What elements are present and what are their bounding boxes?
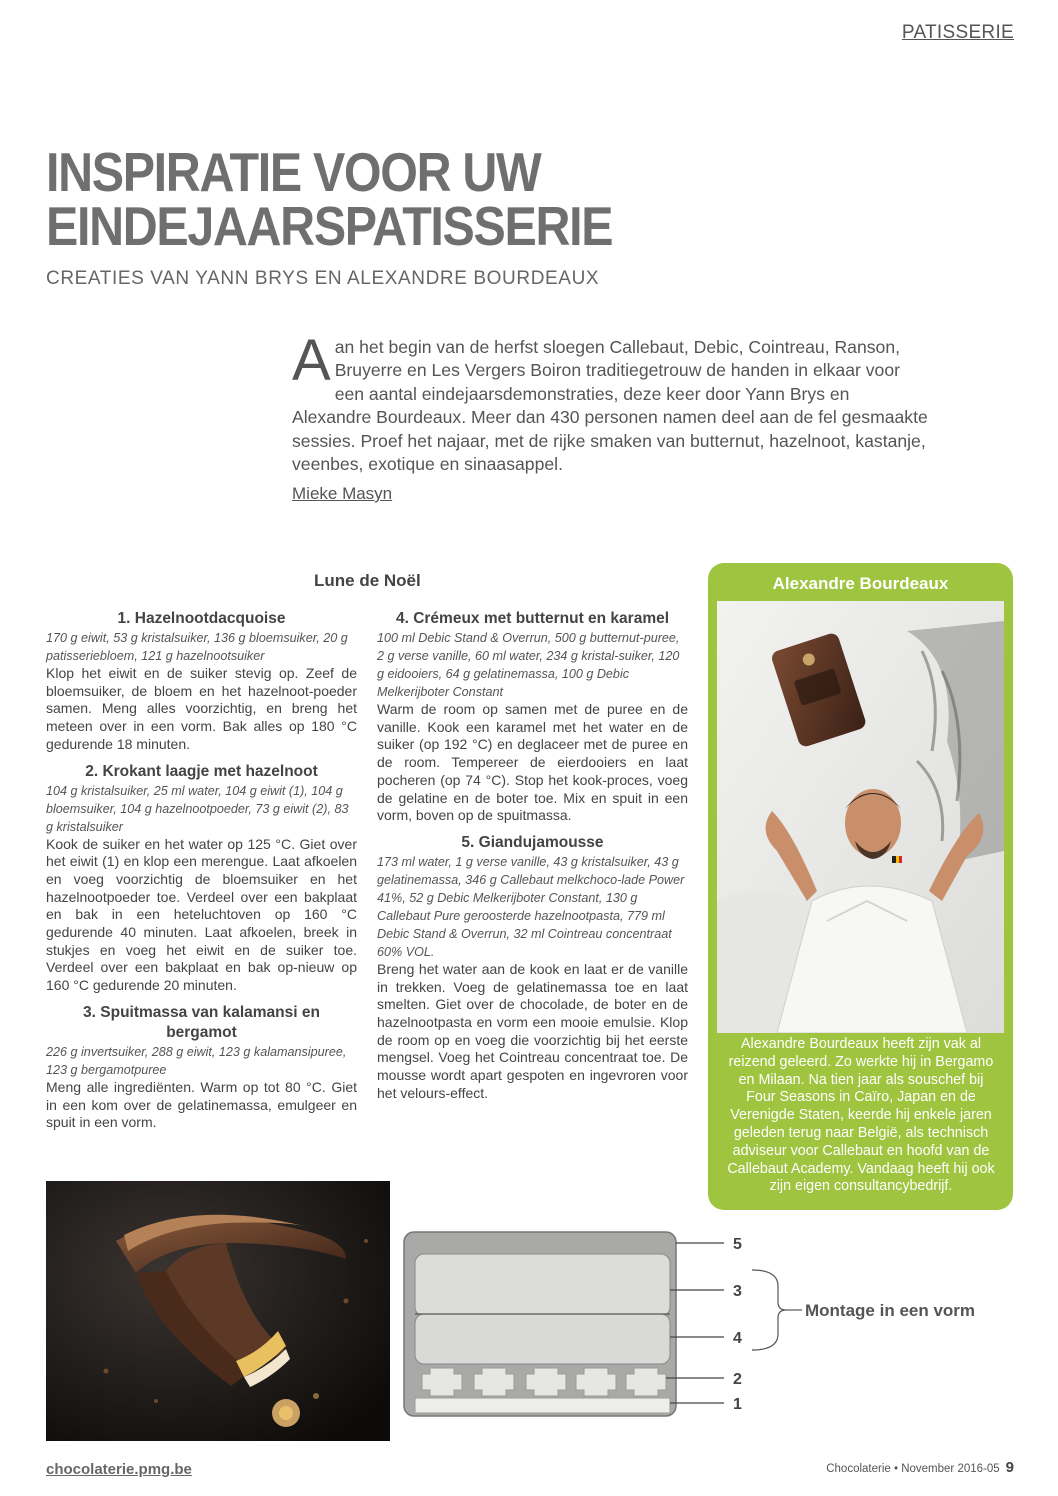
step-ingredients: 173 ml water, 1 g verse vanille, 43 g kristalsuiker, 43 g gelatinemassa, 346 g Callebaut melkchoco-lade Power 41%, 52 g Debic Melkerijboter Constant, 130 g Callebaut Pure geroosterde hazelnootpasta, 779 ml Debic Stand & Overrun, 32 ml Cointreau concentraat 60% VOL. [377, 854, 685, 959]
diagram-label: 5 [733, 1236, 742, 1253]
title-line-2: EINDEJAARSPATISSERIE [46, 195, 613, 257]
diagram-label: 1 [733, 1396, 742, 1413]
article-subtitle: CREATIES VAN YANN BRYS EN ALEXANDRE BOURDEAUX [46, 268, 600, 289]
diagram-bracket [752, 1270, 786, 1350]
footer-publication-text: Chocolaterie • November 2016-05 [826, 1463, 1000, 1475]
step-method: Meng alle ingrediënten. Warm op tot 80 °C. Giet in een kom over de gelatinemassa, emulgeer en spuit in een vorm. [46, 1078, 357, 1131]
step-ingredients: 226 g invertsuiker, 288 g eiwit, 123 g kalamansipuree, 123 g bergamotpuree [46, 1044, 347, 1077]
diagram-label: 4 [733, 1330, 742, 1347]
page-number: 9 [1005, 1459, 1014, 1476]
step-heading: 1. Hazelnootdacquoise [117, 610, 286, 627]
drop-cap: A [292, 328, 331, 393]
diagram-label: 2 [733, 1371, 742, 1388]
diagram-caption: Montage in een vorm [805, 1301, 976, 1320]
step-heading: 3. Spuitmassa van kalamansi en bergamot [83, 1003, 320, 1041]
footer-publication [826, 1459, 1014, 1476]
recipe-title: Lune de Noël [314, 571, 421, 590]
step-heading: 5. Giandujamousse [461, 833, 604, 851]
article-title [46, 141, 746, 257]
step-method: Warm de room op samen met de puree en de vanille. Kook een karamel met het water en de suiker (op 192 °C) en deglaceer met de puree en de room. Tempereer de eierdooiers en laat pocheren (op 74 °C). Stop het kook-proces, voeg de gelatine en de boter toe. Mix en spuit in een vorm, boven op de spuitmassa. [377, 701, 688, 824]
diagram-label: 3 [733, 1283, 742, 1300]
chef-name: Alexandre Bourdeaux [772, 574, 949, 593]
diagram-layer-4 [415, 1314, 670, 1364]
author-byline[interactable]: Mieke Masyn [292, 484, 393, 503]
chef-photo [717, 601, 1004, 1033]
step-ingredients: 104 g kristalsuiker, 25 ml water, 104 g eiwit (1), 104 g bloemsuiker, 104 g hazelnootpoeder, 73 g eiwit (2), 83 g kristalsuiker [46, 783, 349, 834]
assembly-diagram [400, 1226, 1000, 1426]
recipe-column-right [377, 609, 688, 1111]
diagram-layer-3 [415, 1254, 670, 1316]
step-heading: 4. Crémeux met butternut en karamel [395, 610, 670, 627]
step-method: Kook de suiker en het water op 125 °C. Giet over het eiwit (1) en klop een merengue. Laat afkoelen en voeg voorzichtig de bloemsuiker en het hazelnootpoeder toe. Verdeel over een bakplaat en bak in een heteluchtoven op 160 °C gedurende 40 minuten. Laat afkoelen, breek in stukjes en voeg het eiwit en de suiker toe. Verdeel over een bakplaat en bak op-nieuw op 160 °C gedurende 20 minuten. [46, 835, 357, 994]
step-heading: 2. Krokant laagje met hazelnoot [85, 762, 318, 780]
chef-profile-box [708, 563, 1013, 1210]
step-method: Breng het water aan de kook en laat er de vanille in trekken. Voeg de gelatinemassa toe en laat smelten. Giet over de chocolade, de boter en de hazelnootpasta en vorm een mooie emulsie. Klop de room op en voeg die voorzichtig bij het eerste mengsel. Voeg het Cointreau concentraat toe. De mousse wordt apart gespoten en ingevroren voor het velours-effect. [377, 960, 688, 1101]
title-line-1: INSPIRATIE VOOR UW [46, 141, 541, 203]
step-ingredients: 170 g eiwit, 53 g kristalsuiker, 136 g bloemsuiker, 20 g patisseriebloem, 121 g hazelnootsuiker [46, 631, 348, 663]
dessert-photo [46, 1181, 390, 1441]
step-ingredients: 100 ml Debic Stand & Overrun, 500 g butternut-puree, 2 g verse vanille, 60 ml water, 234 g kristal-suiker, 120 g eidooiers, 64 g gelatinemassa, 100 g Debic Melkerijboter Constant [377, 631, 680, 699]
chef-bio: Alexandre Bourdeaux heeft zijn vak al reizend geleerd. Zo werkte hij in Bergamo en Milaan. Na tien jaar als souschef bij Four Seasons in Caïro, Japan en de Verenigde Staten, keerde hij enkele jaren geleden terug naar België, als technisch adviseur voor Callebaut en hoofd van de Callebaut Academy. Vandaag heeft hij ook zijn eigen consultancybedrijf. [727, 1036, 995, 1195]
section-tag: PATISSERIE [901, 22, 1014, 43]
intro-paragraph [292, 328, 932, 476]
diagram-layer-1 [415, 1398, 670, 1413]
footer-website-link[interactable]: chocolaterie.pmg.be [46, 1461, 192, 1478]
intro-text: an het begin van de herfst sloegen Callebaut, Debic, Cointreau, Ranson, Bruyerre en Les Vergers Boiron traditiegetrouw de handen in elkaar voor een aantal eindejaarsdemonstraties, deze keer door Yann Brys en Alexandre Bourdeaux. Meer dan 430 personen namen deel aan de fel gesmaakte sessies. Proef het najaar, met de rijke smaken van butternut, hazelnoot, kastanje, veenbes, exotique en sinaasappel. [292, 337, 928, 475]
step-method: Klop het eiwit en de suiker stevig op. Zeef de bloemsuiker, de bloem en het hazelnoot-poeder samen. Meng alles voorzichtig, en breng het meteen over in een vorm. Bak alles op 180 °C gedurende 18 minuten. [46, 665, 357, 752]
recipe-column-left [46, 609, 357, 1140]
